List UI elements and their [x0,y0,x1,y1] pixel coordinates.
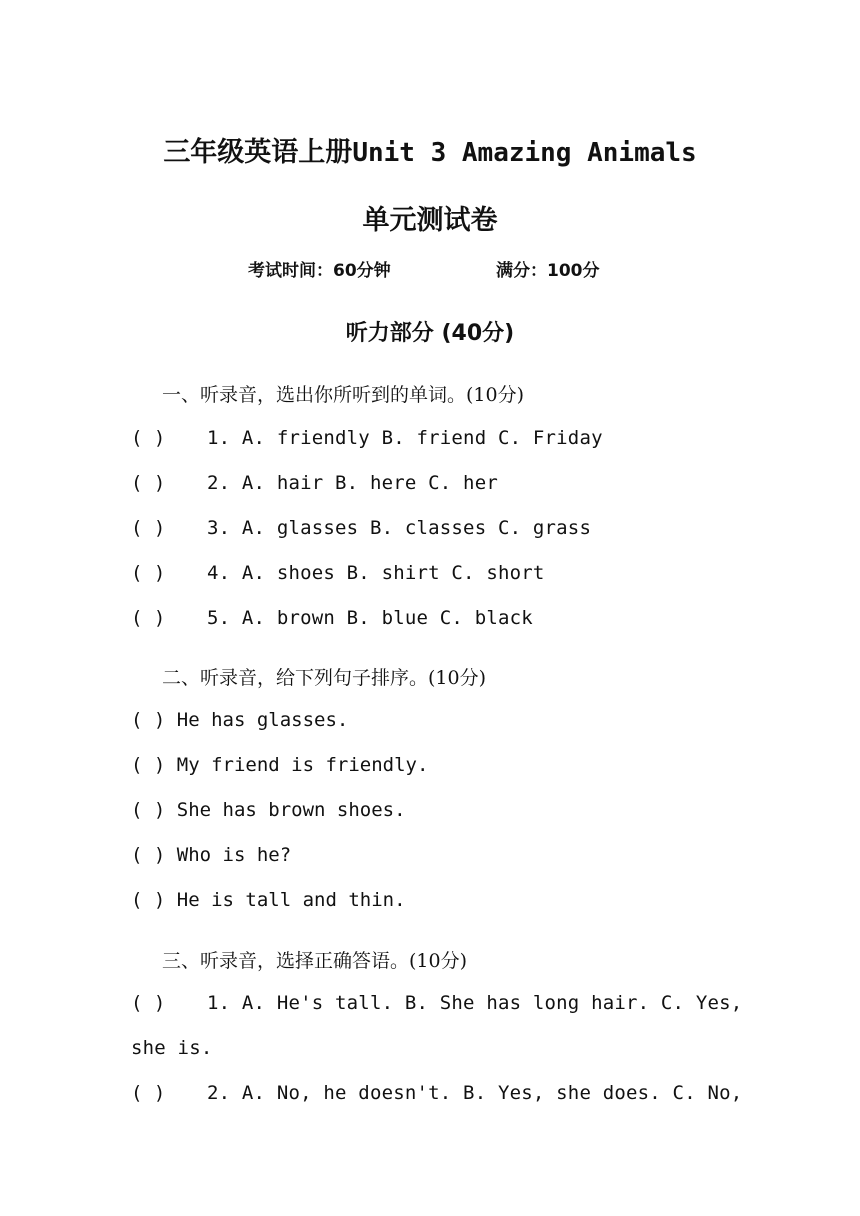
section-3-title: 三、听录音，选择正确答语。(10分) [162,950,468,972]
ordering-item: ( ) She has brown shoes. [131,799,406,821]
question-text: 1. A. He's tall. B. She has long hair. C. Yes, [207,992,743,1014]
question-text: 5. A. brown B. blue C. black [207,607,533,629]
exam-subtitle: 单元测试卷 [362,205,498,236]
answer-bracket: ( ) [131,517,166,539]
section-2-title: 二、听录音，给下列句子排序。(10分) [162,667,487,689]
question-item [131,992,742,1014]
exam-title [0,130,860,169]
question-text: 2. A. hair B. here C. her [207,472,498,494]
ordering-item: ( ) Who is he? [131,844,292,866]
answer-bracket: ( ) [131,427,166,449]
answer-bracket: ( ) [131,607,166,629]
question-item [131,517,591,539]
answer-bracket: ( ) [131,1082,166,1104]
exam-full-score: 满分：100分 [496,261,600,281]
question-item [131,607,533,629]
exam-title-cn: 三年级英语上册 [163,137,353,168]
answer-bracket: ( ) [131,562,166,584]
section-1-title: 一、听录音，选出你所听到的单词。(10分) [162,384,525,406]
question-text: 3. A. glasses B. classes C. grass [207,517,592,539]
exam-title-en: Unit 3 Amazing Animals [352,138,697,168]
exam-time: 考试时间：60分钟 [248,261,391,281]
question-item [131,427,603,449]
answer-bracket: ( ) [131,992,166,1014]
question-continuation: she is. [131,1037,213,1059]
ordering-item: ( ) He is tall and thin. [131,889,406,911]
ordering-item: ( ) My friend is friendly. [131,754,429,776]
ordering-item: ( ) He has glasses. [131,709,349,731]
question-item [131,562,545,584]
listening-part-heading: 听力部分 (40分) [345,321,515,346]
question-text: 4. A. shoes B. shirt C. short [207,562,545,584]
question-text: 1. A. friendly B. friend C. Friday [207,427,603,449]
question-text: 2. A. No, he doesn't. B. Yes, she does. C. No, [207,1082,743,1104]
question-item [131,1082,742,1104]
answer-bracket: ( ) [131,472,166,494]
question-item [131,472,498,494]
